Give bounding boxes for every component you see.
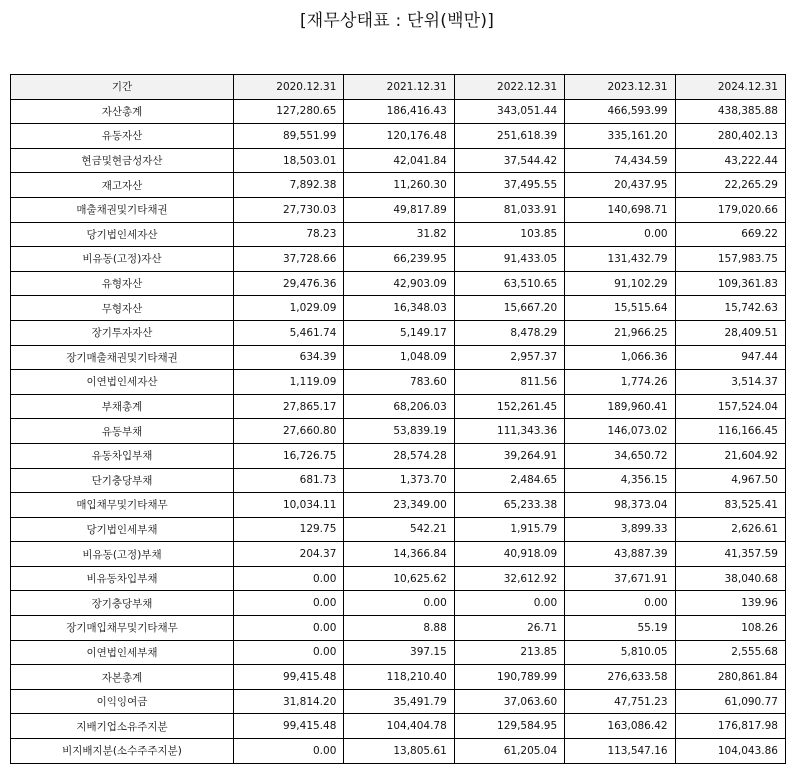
value-cell: 37,544.42: [454, 148, 564, 173]
value-cell: 2,957.37: [454, 345, 564, 370]
table-body: [11, 99, 786, 763]
row-label: 현금및현금성자산: [11, 148, 234, 173]
value-cell: 34,650.72: [565, 443, 675, 468]
table-row: [11, 493, 786, 518]
value-cell: 186,416.43: [344, 99, 454, 124]
value-cell: 157,524.04: [675, 394, 785, 419]
value-cell: 120,176.48: [344, 124, 454, 149]
row-label: 재고자산: [11, 173, 234, 198]
value-cell: 157,983.75: [675, 247, 785, 272]
value-cell: 55.19: [565, 616, 675, 641]
value-cell: 37,728.66: [234, 247, 344, 272]
value-cell: 83,525.41: [675, 493, 785, 518]
value-cell: 14,366.84: [344, 542, 454, 567]
value-cell: 32,612.92: [454, 566, 564, 591]
row-label: 비유동(고정)자산: [11, 247, 234, 272]
value-cell: 3,899.33: [565, 517, 675, 542]
value-cell: 5,149.17: [344, 320, 454, 345]
value-cell: 1,029.09: [234, 296, 344, 321]
value-cell: 5,810.05: [565, 640, 675, 665]
value-cell: 438,385.88: [675, 99, 785, 124]
value-cell: 43,887.39: [565, 542, 675, 567]
value-cell: 280,402.13: [675, 124, 785, 149]
value-cell: 23,349.00: [344, 493, 454, 518]
row-label: 지배기업소유주지분: [11, 714, 234, 739]
header-2024: 2024.12.31: [675, 75, 785, 100]
value-cell: 99,415.48: [234, 714, 344, 739]
row-label: 당기법인세자산: [11, 222, 234, 247]
value-cell: 179,020.66: [675, 197, 785, 222]
value-cell: 2,555.68: [675, 640, 785, 665]
value-cell: 111,343.36: [454, 419, 564, 444]
table-row: [11, 222, 786, 247]
table-row: [11, 345, 786, 370]
table-row: [11, 689, 786, 714]
table-row: [11, 99, 786, 124]
row-label: 단기충당부채: [11, 468, 234, 493]
value-cell: 61,090.77: [675, 689, 785, 714]
row-label: 장기충당부채: [11, 591, 234, 616]
row-label: 매입채무및기타채무: [11, 493, 234, 518]
value-cell: 1,915.79: [454, 517, 564, 542]
value-cell: 10,625.62: [344, 566, 454, 591]
value-cell: 4,967.50: [675, 468, 785, 493]
value-cell: 37,495.55: [454, 173, 564, 198]
table-row: [11, 197, 786, 222]
table-row: [11, 320, 786, 345]
row-label: 비유동(고정)부채: [11, 542, 234, 567]
value-cell: 127,280.65: [234, 99, 344, 124]
value-cell: 103.85: [454, 222, 564, 247]
value-cell: 0.00: [234, 616, 344, 641]
row-label: 이익잉여금: [11, 689, 234, 714]
value-cell: 0.00: [344, 591, 454, 616]
value-cell: 39,264.91: [454, 443, 564, 468]
value-cell: 8.88: [344, 616, 454, 641]
value-cell: 74,434.59: [565, 148, 675, 173]
table-row: [11, 173, 786, 198]
value-cell: 38,040.68: [675, 566, 785, 591]
table-row: [11, 468, 786, 493]
value-cell: 37,671.91: [565, 566, 675, 591]
financial-statement-table: [10, 74, 786, 764]
table-row: [11, 394, 786, 419]
value-cell: 947.44: [675, 345, 785, 370]
value-cell: 26.71: [454, 616, 564, 641]
row-label: 비유동차입부채: [11, 566, 234, 591]
value-cell: 2,484.65: [454, 468, 564, 493]
row-label: 이연법인세자산: [11, 370, 234, 395]
value-cell: 0.00: [565, 222, 675, 247]
table-row: [11, 271, 786, 296]
value-cell: 68,206.03: [344, 394, 454, 419]
value-cell: 335,161.20: [565, 124, 675, 149]
value-cell: 27,660.80: [234, 419, 344, 444]
value-cell: 152,261.45: [454, 394, 564, 419]
header-2020: 2020.12.31: [234, 75, 344, 100]
value-cell: 176,817.98: [675, 714, 785, 739]
value-cell: 89,551.99: [234, 124, 344, 149]
value-cell: 15,667.20: [454, 296, 564, 321]
value-cell: 91,102.29: [565, 271, 675, 296]
value-cell: 118,210.40: [344, 665, 454, 690]
value-cell: 1,119.09: [234, 370, 344, 395]
value-cell: 129.75: [234, 517, 344, 542]
table-row: [11, 714, 786, 739]
value-cell: 116,166.45: [675, 419, 785, 444]
value-cell: 16,726.75: [234, 443, 344, 468]
value-cell: 21,604.92: [675, 443, 785, 468]
row-label: 유동자산: [11, 124, 234, 149]
value-cell: 42,041.84: [344, 148, 454, 173]
row-label: 무형자산: [11, 296, 234, 321]
row-label: 부채총계: [11, 394, 234, 419]
value-cell: 31,814.20: [234, 689, 344, 714]
value-cell: 0.00: [234, 566, 344, 591]
header-2022: 2022.12.31: [454, 75, 564, 100]
value-cell: 2,626.61: [675, 517, 785, 542]
table-row: [11, 370, 786, 395]
value-cell: 81,033.91: [454, 197, 564, 222]
table-header-row: [11, 75, 786, 100]
value-cell: 5,461.74: [234, 320, 344, 345]
value-cell: 280,861.84: [675, 665, 785, 690]
value-cell: 16,348.03: [344, 296, 454, 321]
table-row: [11, 542, 786, 567]
value-cell: 163,086.42: [565, 714, 675, 739]
value-cell: 1,048.09: [344, 345, 454, 370]
table-row: [11, 443, 786, 468]
row-label: 유동부채: [11, 419, 234, 444]
value-cell: 669.22: [675, 222, 785, 247]
value-cell: 3,514.37: [675, 370, 785, 395]
value-cell: 35,491.79: [344, 689, 454, 714]
value-cell: 397.15: [344, 640, 454, 665]
value-cell: 20,437.95: [565, 173, 675, 198]
value-cell: 109,361.83: [675, 271, 785, 296]
value-cell: 22,265.29: [675, 173, 785, 198]
value-cell: 0.00: [454, 591, 564, 616]
value-cell: 61,205.04: [454, 739, 564, 764]
value-cell: 8,478.29: [454, 320, 564, 345]
value-cell: 37,063.60: [454, 689, 564, 714]
value-cell: 31.82: [344, 222, 454, 247]
value-cell: 29,476.36: [234, 271, 344, 296]
row-label: 이연법인세부채: [11, 640, 234, 665]
row-label: 비지배지분(소수주주지분): [11, 739, 234, 764]
value-cell: 53,839.19: [344, 419, 454, 444]
value-cell: 146,073.02: [565, 419, 675, 444]
value-cell: 98,373.04: [565, 493, 675, 518]
table-row: [11, 665, 786, 690]
value-cell: 4,356.15: [565, 468, 675, 493]
table-row: [11, 419, 786, 444]
value-cell: 27,865.17: [234, 394, 344, 419]
table-row: [11, 148, 786, 173]
value-cell: 10,034.11: [234, 493, 344, 518]
value-cell: 43,222.44: [675, 148, 785, 173]
value-cell: 189,960.41: [565, 394, 675, 419]
table-row: [11, 247, 786, 272]
value-cell: 204.37: [234, 542, 344, 567]
value-cell: 42,903.09: [344, 271, 454, 296]
value-cell: 41,357.59: [675, 542, 785, 567]
value-cell: 343,051.44: [454, 99, 564, 124]
value-cell: 0.00: [234, 739, 344, 764]
value-cell: 0.00: [234, 591, 344, 616]
value-cell: 129,584.95: [454, 714, 564, 739]
row-label: 장기매출채권및기타채권: [11, 345, 234, 370]
value-cell: 104,404.78: [344, 714, 454, 739]
value-cell: 251,618.39: [454, 124, 564, 149]
value-cell: 15,742.63: [675, 296, 785, 321]
value-cell: 21,966.25: [565, 320, 675, 345]
value-cell: 466,593.99: [565, 99, 675, 124]
table-row: [11, 124, 786, 149]
value-cell: 634.39: [234, 345, 344, 370]
table-row: [11, 640, 786, 665]
value-cell: 113,547.16: [565, 739, 675, 764]
value-cell: 13,805.61: [344, 739, 454, 764]
value-cell: 681.73: [234, 468, 344, 493]
row-label: 자산총계: [11, 99, 234, 124]
value-cell: 49,817.89: [344, 197, 454, 222]
value-cell: 140,698.71: [565, 197, 675, 222]
table-row: [11, 591, 786, 616]
value-cell: 28,409.51: [675, 320, 785, 345]
value-cell: 66,239.95: [344, 247, 454, 272]
row-label: 자본총계: [11, 665, 234, 690]
value-cell: 139.96: [675, 591, 785, 616]
value-cell: 1,373.70: [344, 468, 454, 493]
value-cell: 190,789.99: [454, 665, 564, 690]
row-label: 장기투자자산: [11, 320, 234, 345]
value-cell: 63,510.65: [454, 271, 564, 296]
table-row: [11, 616, 786, 641]
value-cell: 0.00: [234, 640, 344, 665]
header-2021: 2021.12.31: [344, 75, 454, 100]
value-cell: 131,432.79: [565, 247, 675, 272]
value-cell: 78.23: [234, 222, 344, 247]
row-label: 유동차입부채: [11, 443, 234, 468]
value-cell: 811.56: [454, 370, 564, 395]
table-row: [11, 517, 786, 542]
value-cell: 18,503.01: [234, 148, 344, 173]
header-2023: 2023.12.31: [565, 75, 675, 100]
value-cell: 47,751.23: [565, 689, 675, 714]
row-label: 매출채권및기타채권: [11, 197, 234, 222]
value-cell: 542.21: [344, 517, 454, 542]
table-row: [11, 566, 786, 591]
page-title: [재무상태표 : 단위(백만)]: [299, 11, 495, 31]
value-cell: 40,918.09: [454, 542, 564, 567]
value-cell: 276,633.58: [565, 665, 675, 690]
table-row: [11, 296, 786, 321]
value-cell: 27,730.03: [234, 197, 344, 222]
value-cell: 15,515.64: [565, 296, 675, 321]
value-cell: 783.60: [344, 370, 454, 395]
value-cell: 7,892.38: [234, 173, 344, 198]
value-cell: 108.26: [675, 616, 785, 641]
row-label: 유형자산: [11, 271, 234, 296]
value-cell: 1,066.36: [565, 345, 675, 370]
value-cell: 1,774.26: [565, 370, 675, 395]
value-cell: 104,043.86: [675, 739, 785, 764]
row-label: 장기매입채무및기타채무: [11, 616, 234, 641]
table-row: [11, 739, 786, 764]
value-cell: 11,260.30: [344, 173, 454, 198]
header-period: 기간: [11, 75, 234, 100]
value-cell: 65,233.38: [454, 493, 564, 518]
row-label: 당기법인세부채: [11, 517, 234, 542]
value-cell: 91,433.05: [454, 247, 564, 272]
value-cell: 0.00: [565, 591, 675, 616]
value-cell: 28,574.28: [344, 443, 454, 468]
value-cell: 213.85: [454, 640, 564, 665]
value-cell: 99,415.48: [234, 665, 344, 690]
